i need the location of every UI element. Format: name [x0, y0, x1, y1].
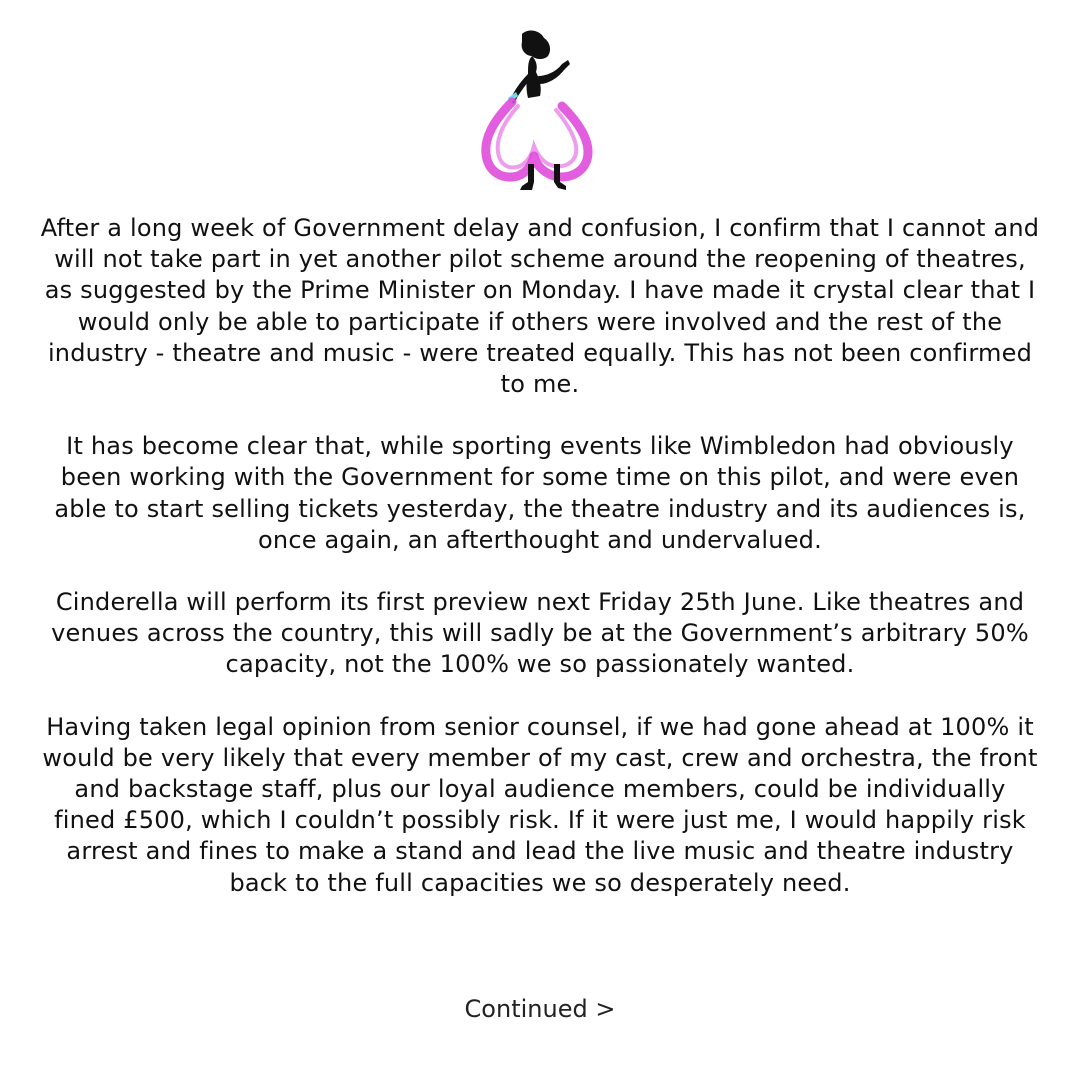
- statement-text: [40, 213, 1040, 930]
- cinderella-silhouette-icon: [470, 26, 605, 196]
- continued-link[interactable]: Continued >: [464, 995, 616, 1023]
- statement-paragraph-1: After a long week of Government delay and confusion, I confirm that I cannot and will not take part in yet another pilot scheme around the reopening of theatres, as suggested by the Prime Minister on Monday. I have made it crystal clear that I would only be able to participate if others were involved and the rest of the industry - theatre and music - were treated equally. This has not been confirmed to me.: [40, 214, 1040, 399]
- statement-paragraph-2: It has become clear that, while sporting events like Wimbledon had obviously been working with the Government for some time on this pilot, and were even able to start selling tickets yesterday, the theatre industry and its audiences is, once again, an afterthought and undervalued.: [54, 432, 1026, 554]
- statement-paragraph-3: Cinderella will perform its first preview next Friday 25th June. Like theatres and venues across the country, this will sadly be at the Government’s arbitrary 50% capacity, not the 100% we so passionately wanted.: [51, 588, 1029, 679]
- statement-paragraph-4: Having taken legal opinion from senior counsel, if we had gone ahead at 100% it would be very likely that every member of my cast, crew and orchestra, the front and backstage staff, plus our loyal audience members, could be individually fined £500, which I couldn’t possibly risk. If it were just me, I would happily risk arrest and fines to make a stand and lead the live music and theatre industry back to the full capacities we so desperately need.: [42, 712, 1038, 897]
